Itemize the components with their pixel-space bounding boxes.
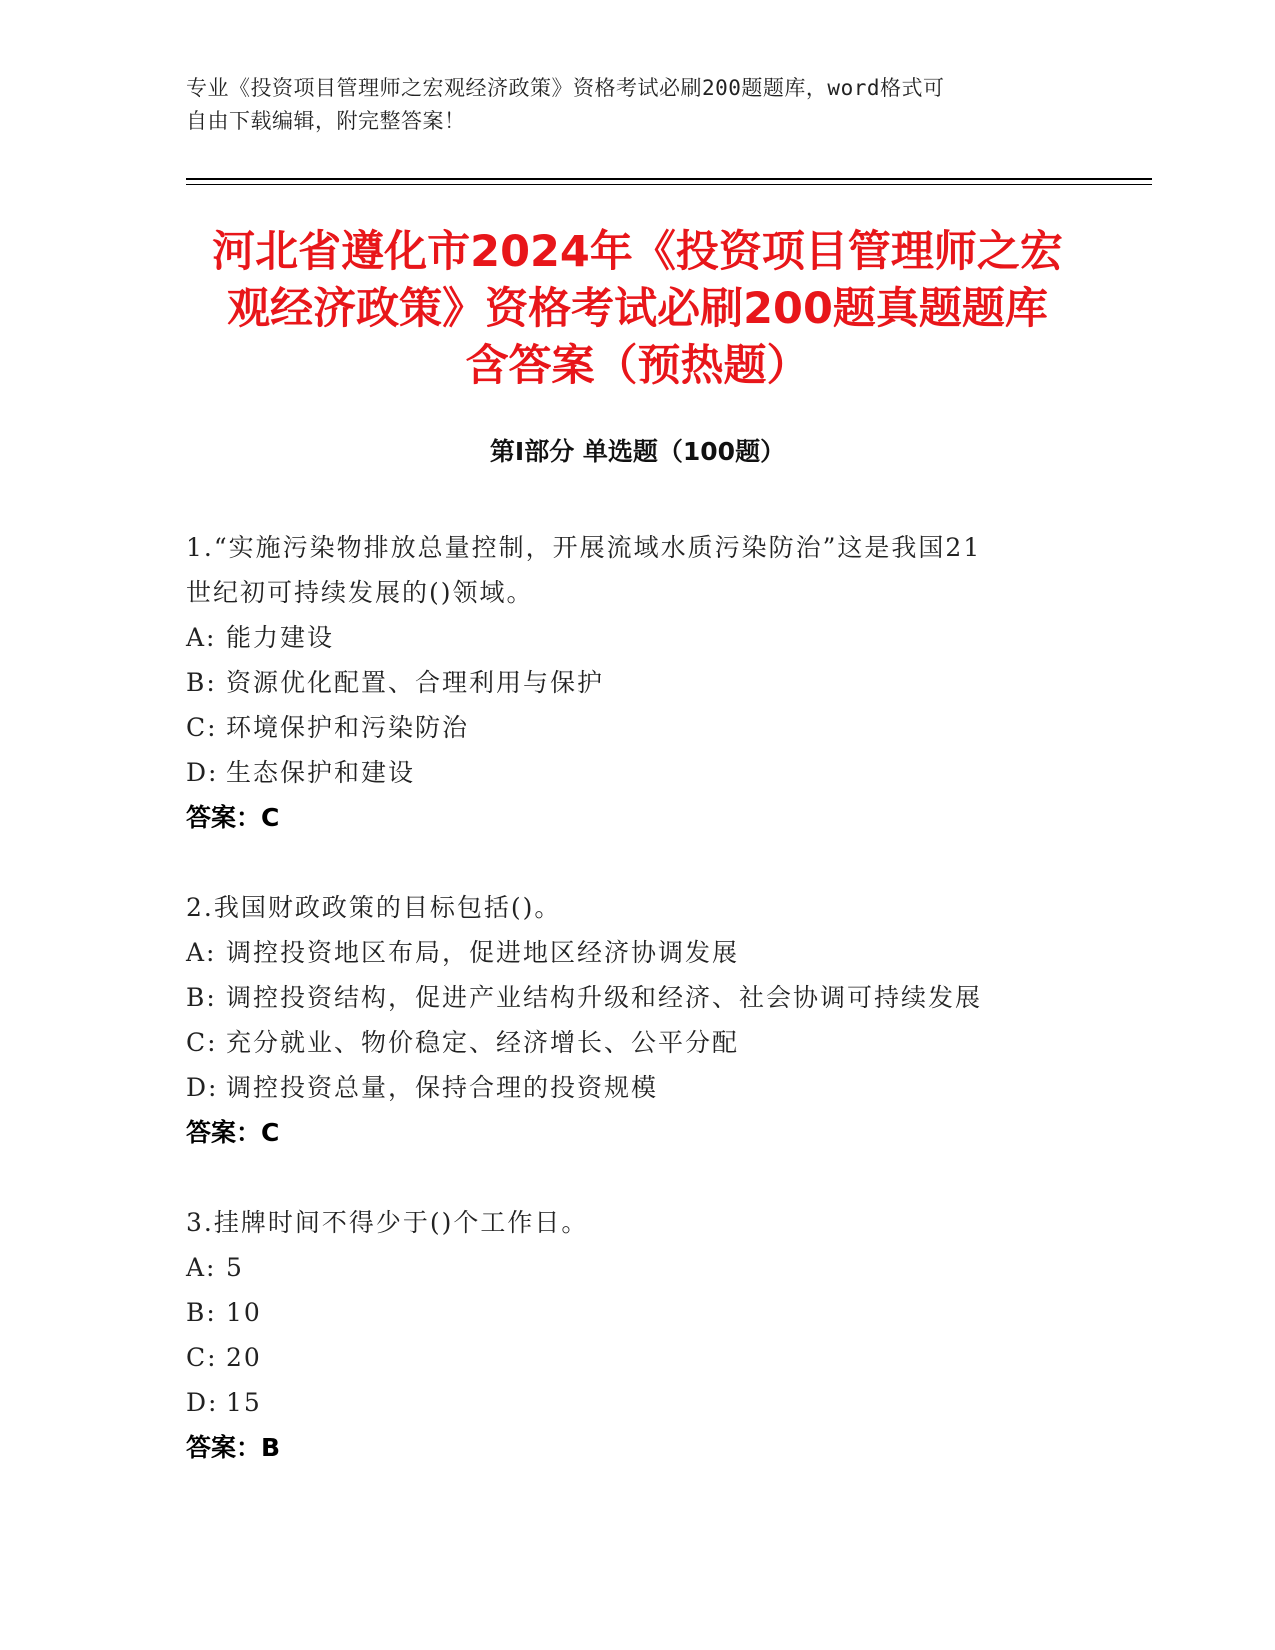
option-text: 充分就业、物价稳定、经济增长、公平分配 <box>226 1028 740 1057</box>
question-stem: 1.“实施污染物排放总量控制，开展流域水质污染防治”这是我国21 <box>186 533 982 562</box>
question-list <box>186 525 1086 1515</box>
option-text: 资源优化配置、合理利用与保护 <box>226 668 605 697</box>
question-1 <box>186 525 1086 840</box>
option-d <box>186 1065 1086 1110</box>
option-a <box>186 1245 1086 1290</box>
title-line-2: 观经济政策》资格考试必刷200题真题题库 <box>227 284 1048 334</box>
option-b <box>186 1290 1086 1335</box>
question-stem-continued: 世纪初可持续发展的()领域。 <box>186 578 534 607</box>
option-letter: B: <box>186 1298 217 1327</box>
option-text: 20 <box>226 1343 262 1372</box>
option-d <box>186 750 1086 795</box>
section-heading: 第Ⅰ部分 单选题（100题） <box>489 437 786 466</box>
option-letter: A: <box>186 1253 217 1282</box>
option-c <box>186 705 1086 750</box>
option-d <box>186 1380 1086 1425</box>
option-a <box>186 615 1086 660</box>
option-letter: C: <box>186 1028 218 1057</box>
title-line-3: 含答案（预热题） <box>465 341 810 391</box>
option-b <box>186 660 1086 705</box>
intro-text <box>186 72 1086 138</box>
question-3 <box>186 1200 1086 1470</box>
answer-line: 答案：C <box>186 1118 280 1147</box>
option-text: 调控投资地区布局，促进地区经济协调发展 <box>226 938 740 967</box>
option-letter: B: <box>186 983 217 1012</box>
option-letter: A: <box>186 623 217 652</box>
option-text: 5 <box>226 1253 244 1282</box>
option-text: 15 <box>226 1388 262 1417</box>
option-letter: B: <box>186 668 217 697</box>
header-divider-thin <box>186 184 1152 185</box>
answer-line: 答案：C <box>186 803 280 832</box>
option-letter: A: <box>186 938 217 967</box>
document-title <box>150 224 1125 395</box>
question-stem: 3.挂牌时间不得少于()个工作日。 <box>186 1208 589 1237</box>
option-letter: C: <box>186 1343 218 1372</box>
question-2 <box>186 885 1086 1155</box>
header-divider-thick <box>186 178 1152 180</box>
question-stem: 2.我国财政政策的目标包括()。 <box>186 893 562 922</box>
option-text: 调控投资总量，保持合理的投资规模 <box>226 1073 659 1102</box>
answer-line: 答案：B <box>186 1433 281 1462</box>
option-text: 能力建设 <box>226 623 335 652</box>
option-text: 环境保护和污染防治 <box>226 713 470 742</box>
option-letter: D: <box>186 758 219 787</box>
option-text: 生态保护和建设 <box>226 758 416 787</box>
option-a <box>186 930 1086 975</box>
option-c <box>186 1335 1086 1380</box>
intro-line-1: 专业《投资项目管理师之宏观经济政策》资格考试必刷200题题库，word格式可 <box>186 76 945 100</box>
option-letter: D: <box>186 1388 219 1417</box>
option-c <box>186 1020 1086 1065</box>
option-letter: C: <box>186 713 218 742</box>
option-text: 10 <box>226 1298 262 1327</box>
title-line-1: 河北省遵化市2024年《投资项目管理师之宏 <box>212 227 1063 277</box>
option-b <box>186 975 1086 1020</box>
option-text: 调控投资结构，促进产业结构升级和经济、社会协调可持续发展 <box>226 983 983 1012</box>
intro-line-2: 自由下载编辑，附完整答案！ <box>186 109 466 133</box>
option-letter: D: <box>186 1073 219 1102</box>
